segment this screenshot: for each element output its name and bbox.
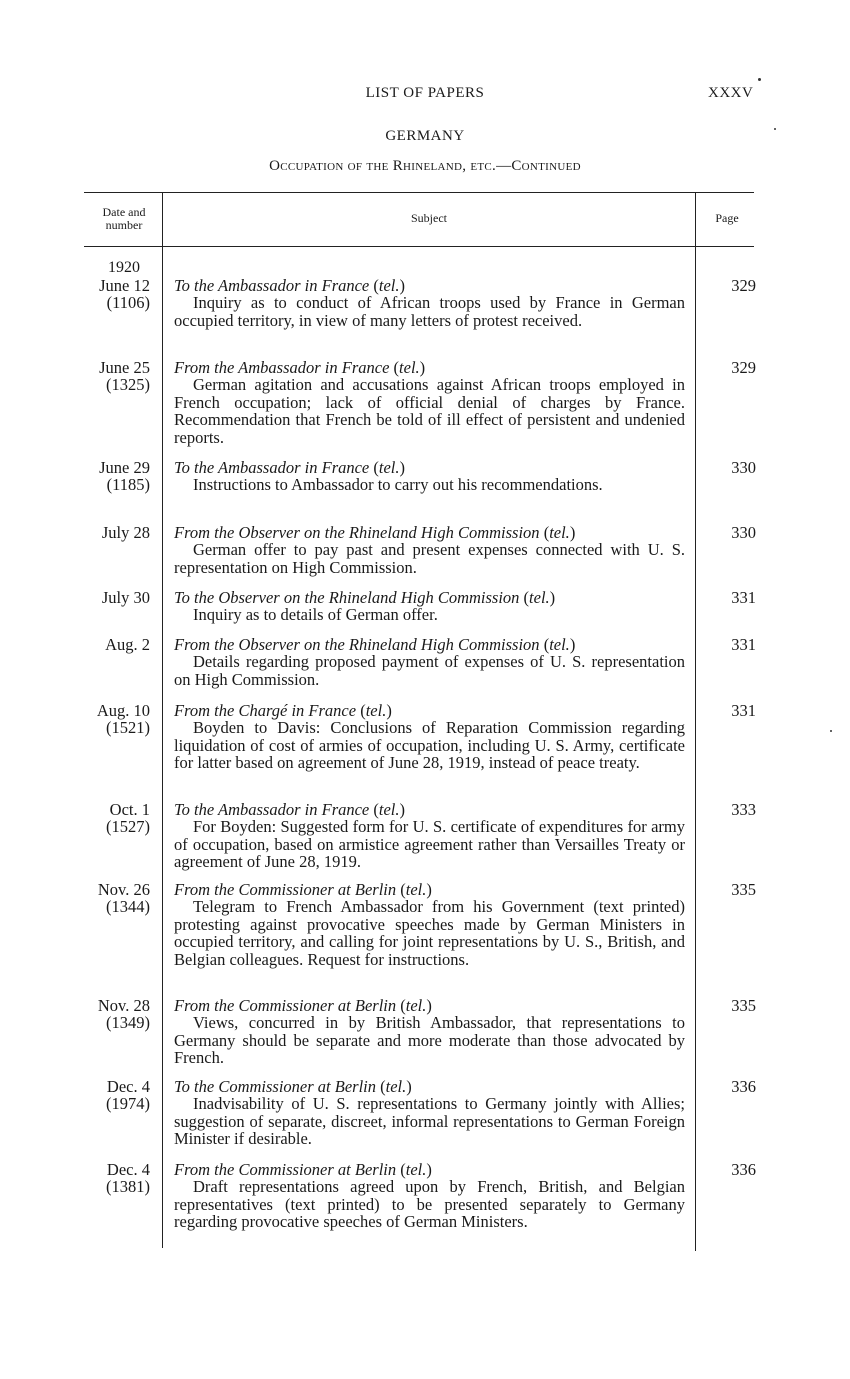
column-header-date-line-1: Date and bbox=[102, 205, 146, 219]
section-title: GERMANY bbox=[385, 128, 465, 144]
entry-tel: (tel.) bbox=[373, 800, 406, 819]
entry-date: June 12 bbox=[99, 276, 150, 295]
column-header-date bbox=[86, 206, 162, 232]
column-divider-date bbox=[162, 193, 163, 1248]
entry-body: For Boyden: Suggested form for U. S. certificate of expenditures for army of occupation, based on armistice agreement rather than Versailles Treaty or agreement of June 28, 1919. bbox=[174, 817, 685, 872]
entry-heading: To the Ambassador in France bbox=[174, 276, 370, 295]
entry-date-cell bbox=[82, 801, 150, 836]
entry-tel: (tel.) bbox=[380, 1077, 412, 1096]
page-folio: XXXV bbox=[708, 85, 754, 101]
scan-speck bbox=[774, 128, 776, 130]
entry-heading: From the Commissioner at Berlin bbox=[174, 880, 397, 899]
entry-subject bbox=[174, 277, 685, 329]
table-top-rule bbox=[84, 192, 754, 193]
entry-page: 333 bbox=[731, 800, 756, 819]
entry-number: (1106) bbox=[106, 293, 150, 313]
entry-subject bbox=[174, 1078, 685, 1148]
entry-page: 336 bbox=[731, 1160, 756, 1179]
entry-body: Instructions to Ambassador to carry out his recommendations. bbox=[193, 475, 603, 495]
entry-tel: (tel.) bbox=[373, 458, 406, 477]
column-header-date-line-2: number bbox=[105, 218, 143, 232]
entry-number: (1325) bbox=[106, 375, 150, 395]
entry-number: (1185) bbox=[106, 475, 150, 495]
scan-speck bbox=[830, 730, 832, 732]
entry-tel: (tel.) bbox=[523, 588, 556, 607]
entry-date: Aug. 2 bbox=[105, 635, 150, 654]
entry-tel: (tel.) bbox=[400, 880, 432, 899]
entry-body: Views, concurred in by British Ambassador, that representations to Germany should be separate and more moderate than those advocated by French. bbox=[174, 1013, 685, 1068]
entry-page: 329 bbox=[731, 276, 756, 295]
entry-body: German offer to pay past and present expenses connected with U. S. representation on High Commission. bbox=[174, 540, 685, 577]
entry-page: 331 bbox=[731, 635, 756, 654]
entry-date-cell bbox=[82, 636, 150, 653]
entry-date-cell bbox=[82, 702, 150, 737]
entry-subject bbox=[174, 881, 685, 968]
entry-page: 336 bbox=[731, 1077, 756, 1096]
column-header-page: Page bbox=[715, 211, 739, 225]
entry-body: Inquiry as to conduct of African troops used by France in German occupied territory, in view of many letters of protest received. bbox=[174, 293, 685, 330]
entry-page: 329 bbox=[731, 358, 756, 377]
entry-heading: From the Commissioner at Berlin bbox=[174, 996, 397, 1015]
column-header-subject: Subject bbox=[411, 211, 447, 225]
entry-subject bbox=[174, 997, 685, 1067]
entry-number: (1527) bbox=[106, 817, 150, 837]
entry-body: Boyden to Davis: Conclusions of Reparation Commission regarding liquidation of cost of armies of occupation, including U. S. Army, certificate for latter based on agreement of June 28, 1919, instead of peace treaty. bbox=[174, 718, 685, 773]
running-title: LIST OF PAPERS bbox=[365, 85, 485, 101]
entry-date: Aug. 10 bbox=[96, 701, 150, 720]
entry-number: (1344) bbox=[106, 897, 150, 917]
entry-body: Inadvisability of U. S. representations to Germany jointly with Allies; suggestion of separate, discreet, informal representations to German Foreign Minister if desirable. bbox=[174, 1094, 685, 1149]
entry-date: Nov. 26 bbox=[97, 880, 150, 899]
entry-subject bbox=[174, 1161, 685, 1231]
entry-subject bbox=[174, 589, 685, 624]
entry-subject bbox=[174, 801, 685, 871]
entry-date: Oct. 1 bbox=[109, 800, 150, 819]
entry-subject bbox=[174, 636, 685, 688]
entry-heading: From the Observer on the Rhineland High Commission bbox=[174, 635, 540, 654]
running-head bbox=[0, 85, 850, 107]
entry-date: June 25 bbox=[99, 358, 150, 377]
entry-heading: From the Commissioner at Berlin bbox=[174, 1160, 397, 1179]
entry-date-cell bbox=[82, 359, 150, 394]
entry-date-cell bbox=[82, 459, 150, 494]
entry-date: June 29 bbox=[99, 458, 150, 477]
entry-page: 335 bbox=[731, 880, 756, 899]
entry-subject bbox=[174, 702, 685, 772]
entry-page: 330 bbox=[731, 458, 756, 477]
entry-page: 331 bbox=[731, 588, 756, 607]
entry-number: (1349) bbox=[106, 1013, 150, 1033]
entry-page: 335 bbox=[731, 996, 756, 1015]
entry-page: 330 bbox=[731, 523, 756, 542]
entry-date-cell bbox=[82, 997, 150, 1032]
entry-body: Details regarding proposed payment of expenses of U. S. representation on High Commission. bbox=[174, 652, 685, 689]
entry-date-cell bbox=[82, 589, 150, 606]
year-label: 1920 bbox=[108, 259, 140, 276]
entry-date: July 28 bbox=[101, 523, 150, 542]
entry-subject bbox=[174, 359, 685, 446]
entry-heading: From the Ambassador in France bbox=[174, 358, 390, 377]
entry-page: 331 bbox=[731, 701, 756, 720]
entry-heading: To the Ambassador in France bbox=[174, 800, 370, 819]
entry-date-cell bbox=[82, 1161, 150, 1196]
entry-subject bbox=[174, 459, 685, 494]
entry-date: Dec. 4 bbox=[106, 1077, 150, 1096]
entry-subject bbox=[174, 524, 685, 576]
entry-date-cell bbox=[82, 881, 150, 916]
entry-tel: (tel.) bbox=[543, 523, 576, 542]
entry-date: July 30 bbox=[101, 588, 150, 607]
column-divider-page bbox=[695, 193, 696, 1251]
entry-date-cell bbox=[82, 1078, 150, 1113]
entry-body: Telegram to French Ambassador from his Government (text printed) protesting against provocative speeches made by German Ministers in occupied territory, and calling for joint representations by U. S., British, and Belgian colleagues. Request for instructions. bbox=[174, 897, 685, 969]
entry-number: (1381) bbox=[106, 1177, 150, 1197]
entry-number: (1974) bbox=[106, 1094, 150, 1114]
entry-tel: (tel.) bbox=[393, 358, 426, 377]
entry-heading: To the Ambassador in France bbox=[174, 458, 370, 477]
entry-body: German agitation and accusations against African troops employed in French occupation; lack of official denial of charges by France. Recommendation that French be told of ill effect of persistent and undenied reports. bbox=[174, 375, 685, 447]
entry-date: Dec. 4 bbox=[106, 1160, 150, 1179]
scan-speck bbox=[758, 78, 761, 81]
entry-body: Inquiry as to details of German offer. bbox=[193, 605, 438, 625]
entry-body: Draft representations agreed upon by French, British, and Belgian representatives (text printed) to be presented separately to Germany regarding provocative speeches of German Ministers. bbox=[174, 1177, 685, 1232]
entry-heading: To the Observer on the Rhineland High Commission bbox=[174, 588, 520, 607]
subsection-title: Occupation of the Rhineland, etc.—Continued bbox=[269, 158, 581, 174]
table-header-rule bbox=[84, 246, 754, 247]
entry-date: Nov. 28 bbox=[97, 996, 150, 1015]
entry-number: (1521) bbox=[106, 718, 150, 738]
entry-date-cell bbox=[82, 277, 150, 312]
entry-tel: (tel.) bbox=[360, 701, 392, 720]
entry-heading: From the Observer on the Rhineland High Commission bbox=[174, 523, 540, 542]
entry-date-cell bbox=[82, 524, 150, 541]
entry-heading: To the Commissioner at Berlin bbox=[174, 1077, 376, 1096]
entry-tel: (tel.) bbox=[543, 635, 576, 654]
entry-tel: (tel.) bbox=[373, 276, 406, 295]
entry-tel: (tel.) bbox=[400, 996, 432, 1015]
entry-heading: From the Chargé in France bbox=[174, 701, 357, 720]
entry-tel: (tel.) bbox=[400, 1160, 432, 1179]
